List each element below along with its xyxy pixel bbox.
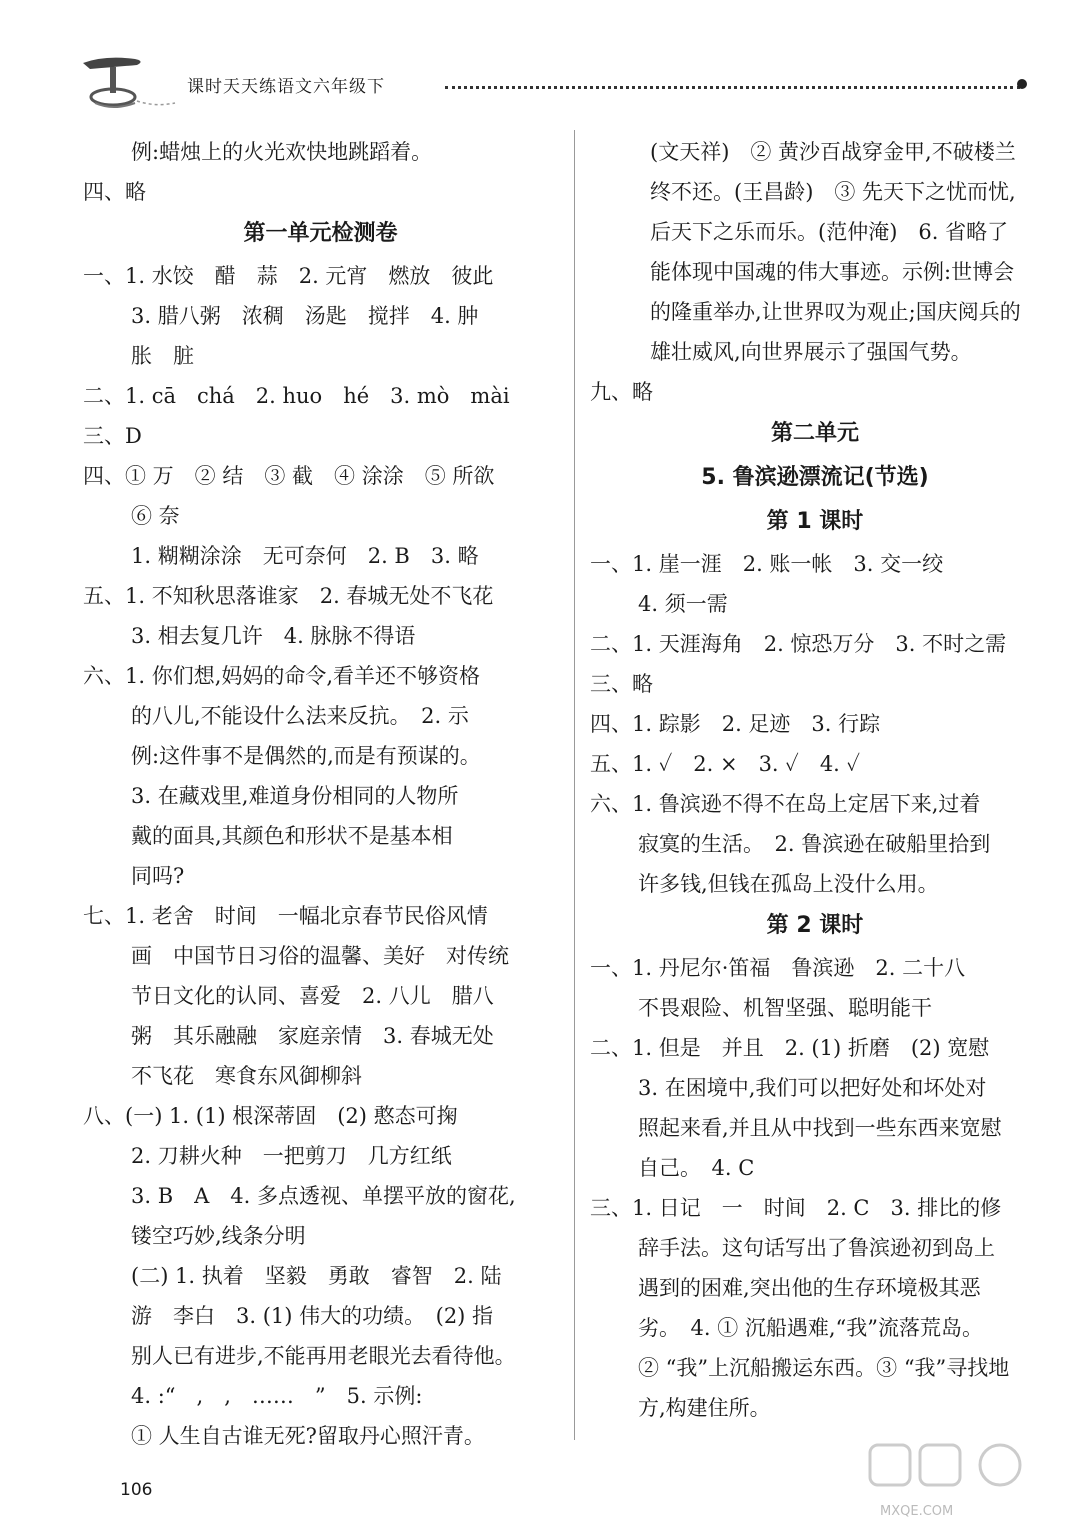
answer-line: 二、1. 天涯海角 2. 惊恐万分 3. 不时之需 (590, 632, 1007, 656)
answer-line: 3. 在藏戏里,难道身份相同的人物所 (131, 784, 459, 808)
section-heading: 第二单元 (770, 421, 859, 446)
answer-line: ② “我”上沉船搬运东西。③ “我”寻找地 (638, 1356, 1010, 1380)
answer-line: 后天下之乐而乐。(范仲淹) 6. 省略了 (650, 220, 1009, 244)
page-header (70, 45, 1030, 115)
answer-line: 二、1. 但是 并且 2. (1) 折磨 (2) 宽慰 (590, 1036, 990, 1060)
answer-line: 同吗? (131, 864, 185, 888)
answer-line: 辞手法。这句话写出了鲁滨逊初到岛上 (638, 1236, 995, 1260)
answer-line: 照起来看,并且从中找到一些东西来宽慰 (638, 1116, 1002, 1140)
answer-line: ① 人生自古谁无死?留取丹心照汗青。 (131, 1424, 485, 1448)
answer-line: 游 李白 3. (1) 伟大的功绩。 (2) 指 (131, 1304, 494, 1328)
answer-line: 三、D (83, 424, 142, 448)
watermark-text: MXQE.COM (880, 1504, 954, 1519)
answer-line: 许多钱,但钱在孤岛上没什么用。 (638, 872, 939, 896)
right-column (590, 132, 1040, 1428)
answer-line: 镂空巧妙,线条分明 (131, 1224, 306, 1248)
answer-line: 劣。 4. ① 沉船遇难,“我”流落荒岛。 (638, 1316, 984, 1340)
header-dotted-rule (445, 86, 1020, 89)
answer-line: 胀 脏 (131, 344, 194, 368)
answer-line: 不飞花 寒食东风御柳斜 (131, 1064, 362, 1088)
answer-line: 粥 其乐融融 家庭亲情 3. 春城无处 (131, 1024, 494, 1048)
book-series-title: 课时天天练语文六年级下 (187, 77, 385, 97)
answer-line: 二、1. cā chá 2. huo hé 3. mò mài (83, 384, 510, 408)
answer-line: 六、1. 鲁滨逊不得不在岛上定居下来,过着 (590, 792, 981, 816)
section-heading: 第 1 课时 (766, 509, 864, 534)
answer-line: 能体现中国魂的伟大事迹。示例:世博会 (650, 260, 1015, 284)
answer-line: ⑥ 奈 (131, 504, 180, 528)
answer-line: 雄壮威风,向世界展示了强国气势。 (650, 340, 972, 364)
lamp-logo-icon (75, 45, 185, 115)
answer-line: (文天祥) ② 黄沙百战穿金甲,不破楼兰 (650, 140, 1016, 164)
left-column (83, 132, 558, 1456)
watermark-logo (860, 1440, 1060, 1530)
answer-line: 画 中国节日习俗的温馨、美好 对传统 (131, 944, 509, 968)
answer-line: 三、略 (590, 672, 653, 696)
answer-line: 寂寞的生活。 2. 鲁滨逊在破船里拾到 (638, 832, 991, 856)
answer-line: 3. 相去复几许 4. 脉脉不得语 (131, 624, 416, 648)
section-heading: 第 2 课时 (766, 913, 864, 938)
section-heading: 5. 鲁滨逊漂流记(节选) (701, 465, 929, 490)
answer-line: 3. 在困境中,我们可以把好处和坏处对 (638, 1076, 987, 1100)
answer-line: 一、1. 丹尼尔·笛福 鲁滨逊 2. 二十八 (590, 956, 966, 980)
answer-line: 四、① 万 ② 结 ③ 截 ④ 涂涂 ⑤ 所欲 (83, 464, 495, 488)
header-end-dot (1017, 79, 1027, 89)
answer-line: 六、1. 你们想,妈妈的命令,看羊还不够资格 (83, 664, 481, 688)
answer-line: 三、1. 日记 一 时间 2. C 3. 排比的修 (590, 1196, 1002, 1220)
answer-line: 五、1. 不知秋思落谁家 2. 春城无处不飞花 (83, 584, 494, 608)
answer-line: 戴的面具,其颜色和形状不是基本相 (131, 824, 453, 848)
page-number: 106 (120, 1480, 153, 1500)
column-divider (574, 130, 575, 1440)
section-heading: 第一单元检测卷 (243, 221, 398, 246)
answer-line: 遇到的困难,突出他的生存环境极其恶 (638, 1276, 981, 1300)
answer-line: 自己。 4. C (638, 1156, 755, 1180)
answer-line: 的隆重举办,让世界叹为观止;国庆阅兵的 (650, 300, 1021, 324)
answer-line: 一、1. 崖一涯 2. 账一帐 3. 交一绞 (590, 552, 944, 576)
answer-line: 3. B A 4. 多点透视、单摆平放的窗花, (131, 1184, 516, 1208)
answer-line: 4. 须一需 (638, 592, 728, 616)
answer-line: 例:这件事不是偶然的,而是有预谋的。 (131, 744, 481, 768)
answer-line: 五、1. ✓ 2. × 3. ✓ 4. ✓ (590, 752, 861, 776)
answer-line: (二) 1. 执着 坚毅 勇敢 睿智 2. 陆 (131, 1264, 502, 1288)
answer-line: 4. :“ , , …… ” 5. 示例: (131, 1384, 423, 1408)
answer-line: 四、略 (83, 180, 146, 204)
answer-line: 节日文化的认同、喜爱 2. 八儿 腊八 (131, 984, 494, 1008)
answer-line: 八、(一) 1. (1) 根深蒂固 (2) 憨态可掬 (83, 1104, 458, 1128)
answer-line: 2. 刀耕火种 一把剪刀 几方红纸 (131, 1144, 452, 1168)
answer-line: 别人已有进步,不能再用老眼光去看待他。 (131, 1344, 516, 1368)
answer-line: 方,构建住所。 (638, 1396, 771, 1420)
answer-line: 终不还。(王昌龄) ③ 先天下之忧而忧, (650, 180, 1016, 204)
answer-line: 的八儿,不能设什么法来反抗。 2. 示 (131, 704, 469, 728)
answer-line: 九、略 (590, 380, 653, 404)
answer-line: 一、1. 水饺 醋 蒜 2. 元宵 燃放 彼此 (83, 264, 494, 288)
answer-line: 例:蜡烛上的火光欢快地跳蹈着。 (131, 140, 433, 164)
answer-line: 四、1. 踪影 2. 足迹 3. 行踪 (590, 712, 881, 736)
answer-line: 3. 腊八粥 浓稠 汤匙 搅拌 4. 肿 (131, 304, 479, 328)
answer-line: 七、1. 老舍 时间 一幅北京春节民俗风情 (83, 904, 488, 928)
answer-line: 1. 糊糊涂涂 无可奈何 2. B 3. 略 (131, 544, 479, 568)
answer-line: 不畏艰险、机智坚强、聪明能干 (638, 996, 932, 1020)
